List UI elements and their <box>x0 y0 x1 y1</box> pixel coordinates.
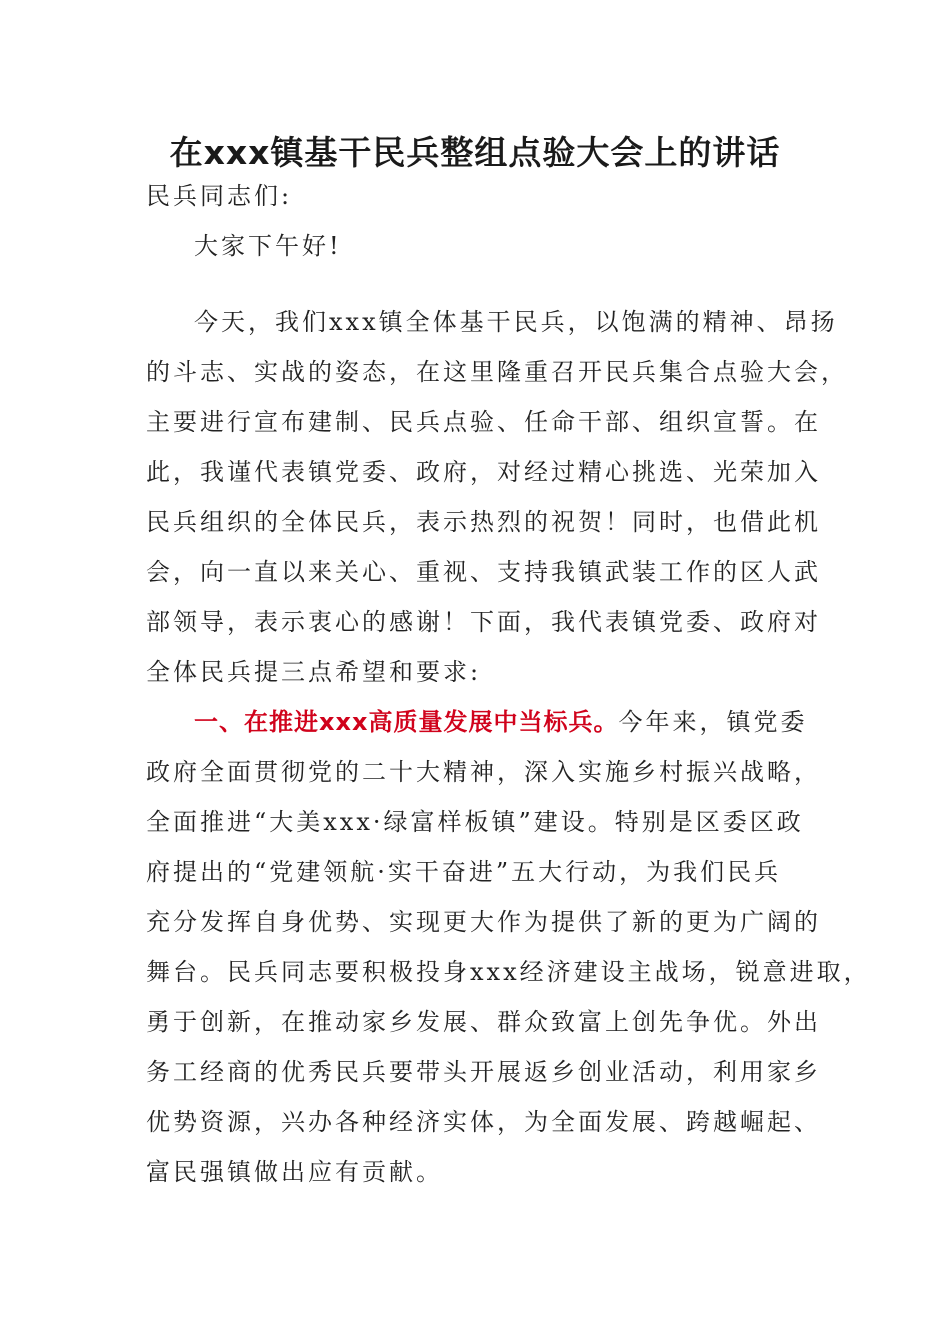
section-first-line-rest: 今年来，镇党委 <box>618 708 808 736</box>
section-line: 充分发挥自身优势、实现更大作为提供了新的更为广阔的 <box>146 908 821 936</box>
section-line: 舞台。民兵同志要积极投身xxx经济建设主战场，锐意进取， <box>146 958 871 986</box>
salutation: 民兵同志们: <box>146 182 293 210</box>
section-line: 府提出的“党建领航·实干奋进”五大行动，为我们民兵 <box>146 858 782 886</box>
section-line: 富民强镇做出应有贡献。 <box>146 1158 443 1186</box>
section-first-line <box>194 705 807 739</box>
paragraph-line: 全体民兵提三点希望和要求: <box>146 658 482 686</box>
paragraph-line: 部领导，表示衷心的感谢！下面，我代表镇党委、政府对 <box>146 608 821 636</box>
greeting: 大家下午好! <box>194 232 342 260</box>
section-line: 勇于创新，在推动家乡发展、群众致富上创先争优。外出 <box>146 1008 821 1036</box>
paragraph-line: 此，我谨代表镇党委、政府，对经过精心挑选、光荣加入 <box>146 458 821 486</box>
section-line: 务工经商的优秀民兵要带头开展返乡创业活动，利用家乡 <box>146 1058 821 1086</box>
section-line: 优势资源，兴办各种经济实体，为全面发展、跨越崛起、 <box>146 1108 821 1136</box>
paragraph-line: 会，向一直以来关心、重视、支持我镇武装工作的区人武 <box>146 558 821 586</box>
document-title: 在xxx镇基干民兵整组点验大会上的讲话 <box>169 133 781 172</box>
paragraph-line: 民兵组织的全体民兵，表示热烈的祝贺！同时，也借此机 <box>146 508 821 536</box>
paragraph-line: 的斗志、实战的姿态，在这里隆重召开民兵集合点验大会， <box>146 358 848 386</box>
paragraph-line: 主要进行宣布建制、民兵点验、任命干部、组织宣誓。在 <box>146 408 821 436</box>
section-line: 全面推进“大美xxx·绿富样板镇”建设。特别是区委区政 <box>146 808 804 836</box>
paragraph-line: 今天，我们xxx镇全体基干民兵，以饱满的精神、昂扬 <box>194 308 838 336</box>
section-line: 政府全面贯彻党的二十大精神，深入实施乡村振兴战略， <box>146 758 821 786</box>
section-heading: 一、在推进xxx高质量发展中当标兵。 <box>194 708 619 736</box>
